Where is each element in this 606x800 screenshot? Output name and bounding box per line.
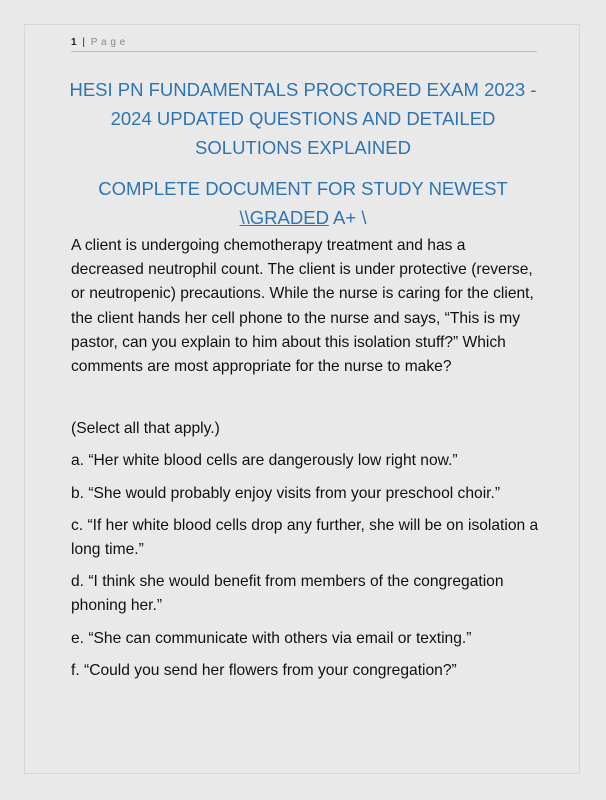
header-separator: |	[82, 37, 86, 48]
answer-option-f: f. “Could you send her flowers from your congregation?”	[71, 661, 457, 679]
answer-option-b: b. “She would probably enjoy visits from your preschool choir.”	[71, 484, 501, 502]
graded-link[interactable]: \\GRADED	[239, 207, 329, 228]
page-number: 1	[71, 37, 78, 48]
subtitle-prefix: COMPLETE DOCUMENT FOR STUDY NEWEST	[98, 178, 508, 199]
document-page	[24, 24, 580, 774]
document-title	[55, 75, 551, 232]
question-block	[71, 234, 541, 691]
title-main: HESI PN FUNDAMENTALS PROCTORED EXAM 2023 - 2024 UPDATED QUESTIONS AND DETAILED SOLUTIONS EXPLAINED	[69, 79, 537, 158]
question-instruction: (Select all that apply.)	[71, 420, 220, 438]
page-header	[71, 37, 537, 52]
question-stem: A client is undergoing chemotherapy treatment and has a decreased neutrophil count. The client is under protective (reverse, or neutropenic) precautions. While the nurse is caring for the client, the client hands her cell phone to the nurse and says, “This is my pastor, can you explain to him about this isolation stuff?” Which comments are most appropriate for the nurse to make?	[71, 237, 534, 376]
answer-option-a: a. “Her white blood cells are dangerously low right now.”	[71, 452, 458, 470]
page-label: P a g e	[90, 37, 126, 48]
answer-option-d: d. “I think she would benefit from members of the congregation phoning her.”	[71, 573, 504, 615]
answer-option-c: c. “If her white blood cells drop any further, she will be on isolation a long time.”	[71, 516, 539, 559]
subtitle-suffix: A+ \	[328, 207, 367, 228]
title-subtitle	[55, 174, 551, 232]
answer-option-e: e. “She can communicate with others via email or texting.”	[71, 629, 472, 647]
